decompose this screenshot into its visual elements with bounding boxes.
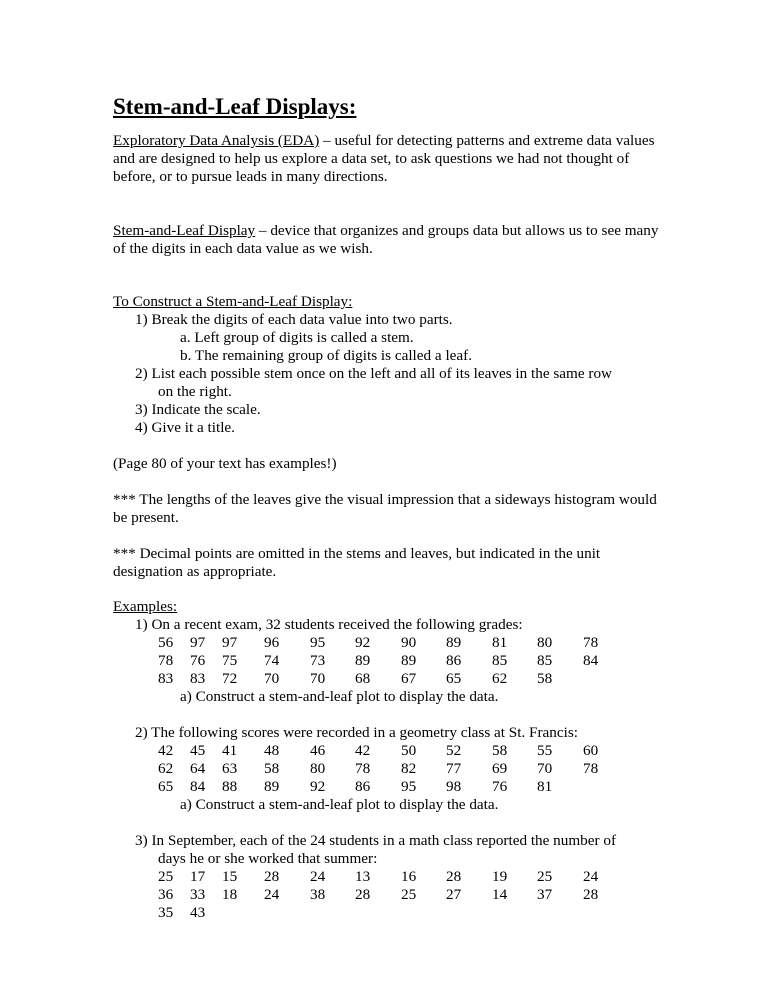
data-value: 78 [583,634,599,651]
data-value: 86 [355,778,371,795]
data-value: 76 [190,652,206,669]
data-value: 45 [190,742,206,759]
data-value: 62 [158,760,174,777]
data-value: 83 [158,670,174,687]
data-value: 95 [401,778,417,795]
data-value: 84 [190,778,206,795]
data-value: 70 [537,760,553,777]
data-value: 24 [310,868,326,885]
data-value: 67 [401,670,417,687]
data-value: 14 [492,886,508,903]
data-value: 13 [355,868,371,885]
data-value: 89 [446,634,462,651]
data-value: 28 [264,868,280,885]
data-value: 58 [264,760,280,777]
data-value: 15 [222,868,238,885]
data-value: 28 [355,886,371,903]
data-value: 42 [355,742,371,759]
data-value: 65 [158,778,174,795]
data-value: 41 [222,742,238,759]
data-value: 85 [492,652,508,669]
data-value: 68 [355,670,371,687]
data-value: 24 [264,886,280,903]
data-value: 56 [158,634,174,651]
sld-term: Stem-and-Leaf Display [113,222,256,239]
examples-heading: Examples: [113,598,178,615]
data-value: 48 [264,742,280,759]
example-2-task: a) Construct a stem-and-leaf plot to display the data. [180,796,499,813]
data-value: 77 [446,760,462,777]
example-1-task: a) Construct a stem-and-leaf plot to display the data. [180,688,499,705]
data-value: 43 [190,904,206,921]
construct-step-1b: b. The remaining group of digits is called a leaf. [180,347,472,364]
data-value: 38 [310,886,326,903]
note-histogram: *** The lengths of the leaves give the visual impression that a sideways histogram would be present. [113,491,657,526]
data-value: 63 [222,760,238,777]
data-value: 80 [310,760,326,777]
construct-step-2: 2) List each possible stem once on the left and all of its leaves in the same row [135,365,613,382]
data-value: 81 [537,778,553,795]
data-value: 46 [310,742,326,759]
data-value: 88 [222,778,238,795]
data-value: 25 [537,868,553,885]
data-value: 27 [446,886,462,903]
data-value: 70 [310,670,326,687]
data-value: 17 [190,868,206,885]
data-value: 25 [158,868,174,885]
data-value: 37 [537,886,553,903]
example-1-intro: 1) On a recent exam, 32 students received the following grades: [135,616,523,633]
data-value: 33 [190,886,206,903]
example-2-intro: 2) The following scores were recorded in a geometry class at St. Francis: [135,724,578,741]
data-value: 16 [401,868,417,885]
data-value: 72 [222,670,238,687]
data-value: 96 [264,634,280,651]
data-value: 52 [446,742,462,759]
sld-definition: – device that organizes and groups data but allows us to see many of the digits in each data value as we wish. [113,222,659,257]
data-value: 90 [401,634,417,651]
data-value: 42 [158,742,174,759]
data-value: 55 [537,742,553,759]
data-value: 19 [492,868,508,885]
construct-step-1: 1) Break the digits of each data value into two parts. [135,311,453,328]
data-value: 85 [537,652,553,669]
data-value: 78 [158,652,174,669]
example-3-intro: 3) In September, each of the 24 students in a math class reported the number of [135,832,617,849]
sld-paragraph [113,222,673,258]
data-value: 18 [222,886,238,903]
data-value: 60 [583,742,599,759]
data-value: 50 [401,742,417,759]
data-value: 25 [401,886,417,903]
data-value: 92 [310,778,326,795]
data-value: 89 [355,652,371,669]
data-value: 97 [222,634,238,651]
data-value: 58 [492,742,508,759]
data-value: 92 [355,634,371,651]
data-value: 73 [310,652,326,669]
construct-step-2-cont: on the right. [158,383,232,400]
eda-term: Exploratory Data Analysis (EDA) [113,132,320,149]
data-value: 78 [355,760,371,777]
data-value: 81 [492,634,508,651]
data-value: 82 [401,760,417,777]
data-value: 86 [446,652,462,669]
data-value: 74 [264,652,280,669]
data-value: 24 [583,868,599,885]
data-value: 58 [537,670,553,687]
construct-step-3: 3) Indicate the scale. [135,401,261,418]
data-value: 69 [492,760,508,777]
data-value: 78 [583,760,599,777]
data-value: 95 [310,634,326,651]
data-value: 80 [537,634,553,651]
page-note: (Page 80 of your text has examples!) [113,455,337,472]
data-value: 89 [401,652,417,669]
data-value: 64 [190,760,206,777]
data-value: 36 [158,886,174,903]
eda-definition: – useful for detecting patterns and extreme data values and are designed to help us explore a data set, to ask questions we had not thought of before, or to pursue leads in many directions. [113,132,655,185]
construct-heading: To Construct a Stem-and-Leaf Display: [113,293,353,310]
data-value: 98 [446,778,462,795]
data-value: 84 [583,652,599,669]
data-value: 70 [264,670,280,687]
data-value: 35 [158,904,174,921]
eda-paragraph [113,132,673,186]
construct-step-1a: a. Left group of digits is called a stem. [180,329,414,346]
data-value: 28 [583,886,599,903]
data-value: 97 [190,634,206,651]
data-value: 28 [446,868,462,885]
page-title: Stem-and-Leaf Displays: [113,94,357,119]
data-value: 76 [492,778,508,795]
data-value: 89 [264,778,280,795]
data-value: 83 [190,670,206,687]
data-value: 75 [222,652,238,669]
note-decimal: *** Decimal points are omitted in the stems and leaves, but indicated in the unit designation as appropriate. [113,545,601,580]
example-3-intro-cont: days he or she worked that summer: [158,850,378,867]
data-value: 62 [492,670,508,687]
construct-step-4: 4) Give it a title. [135,419,235,436]
data-value: 65 [446,670,462,687]
